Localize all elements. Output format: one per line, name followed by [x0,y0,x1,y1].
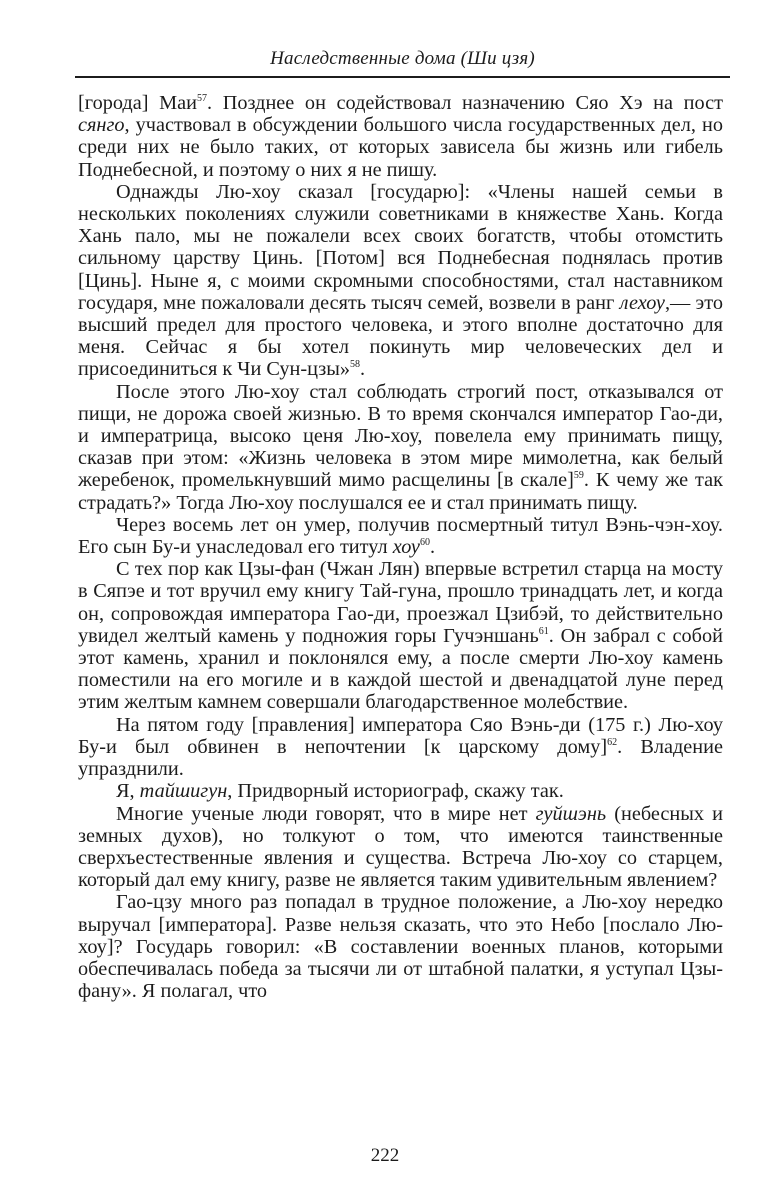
paragraph [78,803,723,892]
text-run: (небесных и земных духов), но толкуют о том, что имеются таинственные сверхъестественные явления и существа. Встреча Лю-хоу со старцем, который дал ему книгу, разве не является таким удивительным явлением? [78,802,723,892]
text-run: ,— это высший предел для простого человека, и этого вполне достаточно для меня. Сейчас я бы хотел покинуть мир человеческих дел и присоединиться к Чи Сун-цзы» [78,291,723,381]
text-run: , Придворный историограф, скажу так. [227,780,564,803]
page-number: 222 [370,1145,400,1166]
text-run: Я, [116,780,140,803]
header-rule [75,76,730,78]
italic-term: лехоу [619,291,665,314]
text-run: , участвовал в обсуждении большого числа государственных дел, но среди них не было таких, от которых зависела бы жизнь или гибель Поднебесной, и поэтому о них я не пишу. [78,114,723,181]
paragraph [78,891,723,1002]
footnote-ref: 59 [573,470,584,482]
paragraph [78,92,723,181]
paragraph [78,181,723,381]
text-run: . К чему же так страдать?» Тогда Лю-хоу послушался ее и стал принимать пищу. [78,469,723,514]
paragraph [78,514,723,558]
body-text [78,92,723,1002]
footnote-ref: 61 [538,625,549,637]
italic-term: сянго [78,114,125,137]
text-run: . Владение упразднили. [78,735,723,781]
text-run: . Он забрал с собой этот камень, хранил и поклонялся ему, а после смерти Лю-хоу камень поместили на его могиле и в каждой шестой и двенадцатой луне перед этим желтым камнем совершали благодарственное молебствие. [78,624,723,714]
paragraph [78,714,723,781]
paragraph [78,558,723,713]
footnote-ref: 58 [350,359,361,371]
text-run: Однажды Лю-хоу сказал [государю]: «Члены нашей семьи в нескольких поколениях служили советниками в княжестве Хань. Когда Хань пало, мы не пожалели всех своих богатств, чтобы отомстить сильному царству Цинь. [Потом] вся Поднебесная поднялась против [Цинь]. Ныне я, с моими скромными способностями, стал наставником государя, мне пожаловали десять тысяч семей, возвели в ранг [78,180,723,314]
text-run: С тех пор как Цзы-фан (Чжан Лян) впервые встретил старца на мосту в Сяпэе и тот вручил ему книгу Тай-гуна, прошло тринадцать лет, и когда он, сопровождая императора Гао-ди, проезжал Цзибэй, то действительно увидел желтый камень у подножия горы Гучэншань [78,558,723,647]
text-run: . [360,358,366,381]
text-run: Через восемь лет он умер, получив посмертный титул Вэнь-чэн-хоу. Его сын Бу-и унаследовал его титул [78,513,723,559]
paragraph [78,381,723,514]
italic-term: гуйшэнь [535,802,607,825]
text-run: . [429,536,436,559]
italic-term: хоу [392,536,420,559]
text-run: . Позднее он содействовал назначению Сяо Хэ на пост [207,92,723,114]
running-title: Наследственные дома (Ши цзя) [270,48,535,69]
text-run: Многие ученые люди говорят, что в мире нет [116,802,536,825]
footnote-ref: 60 [419,537,430,549]
footnote-ref: 62 [607,736,618,748]
text-run: На пятом году [правления] императора Сяо Вэнь-ди (175 г.) Лю-хоу Бу-и был обвинен в непочтении [к царскому дому] [78,713,723,758]
footnote-ref: 57 [197,93,207,104]
text-run: Гао-цзу много раз попадал в трудное положение, а Лю-хоу нередко выручал [императора]. Разве нельзя сказать, что это Небо [послало Лю-хоу]? Государь говорил: «В составлении военных планов, которыми обеспечивалась победа за тысячи ли от штабной палатки, я уступал Цзы-фану». Я полагал, что [78,891,723,1003]
paragraph [78,780,723,802]
text-run: [города] Маи [78,92,197,114]
italic-term: тайшигун [139,780,228,803]
text-run: После этого Лю-хоу стал соблюдать строгий пост, отказывался от пищи, не дорожа своей жизнью. В то время скончался император Гао-ди, и императрица, высоко ценя Лю-хоу, повелела ему принимать пищу, сказав при этом: «Жизнь человека в этом мире мимолетна, как белый жеребенок, промелькнувший мимо расщелины [в скале] [78,380,723,492]
